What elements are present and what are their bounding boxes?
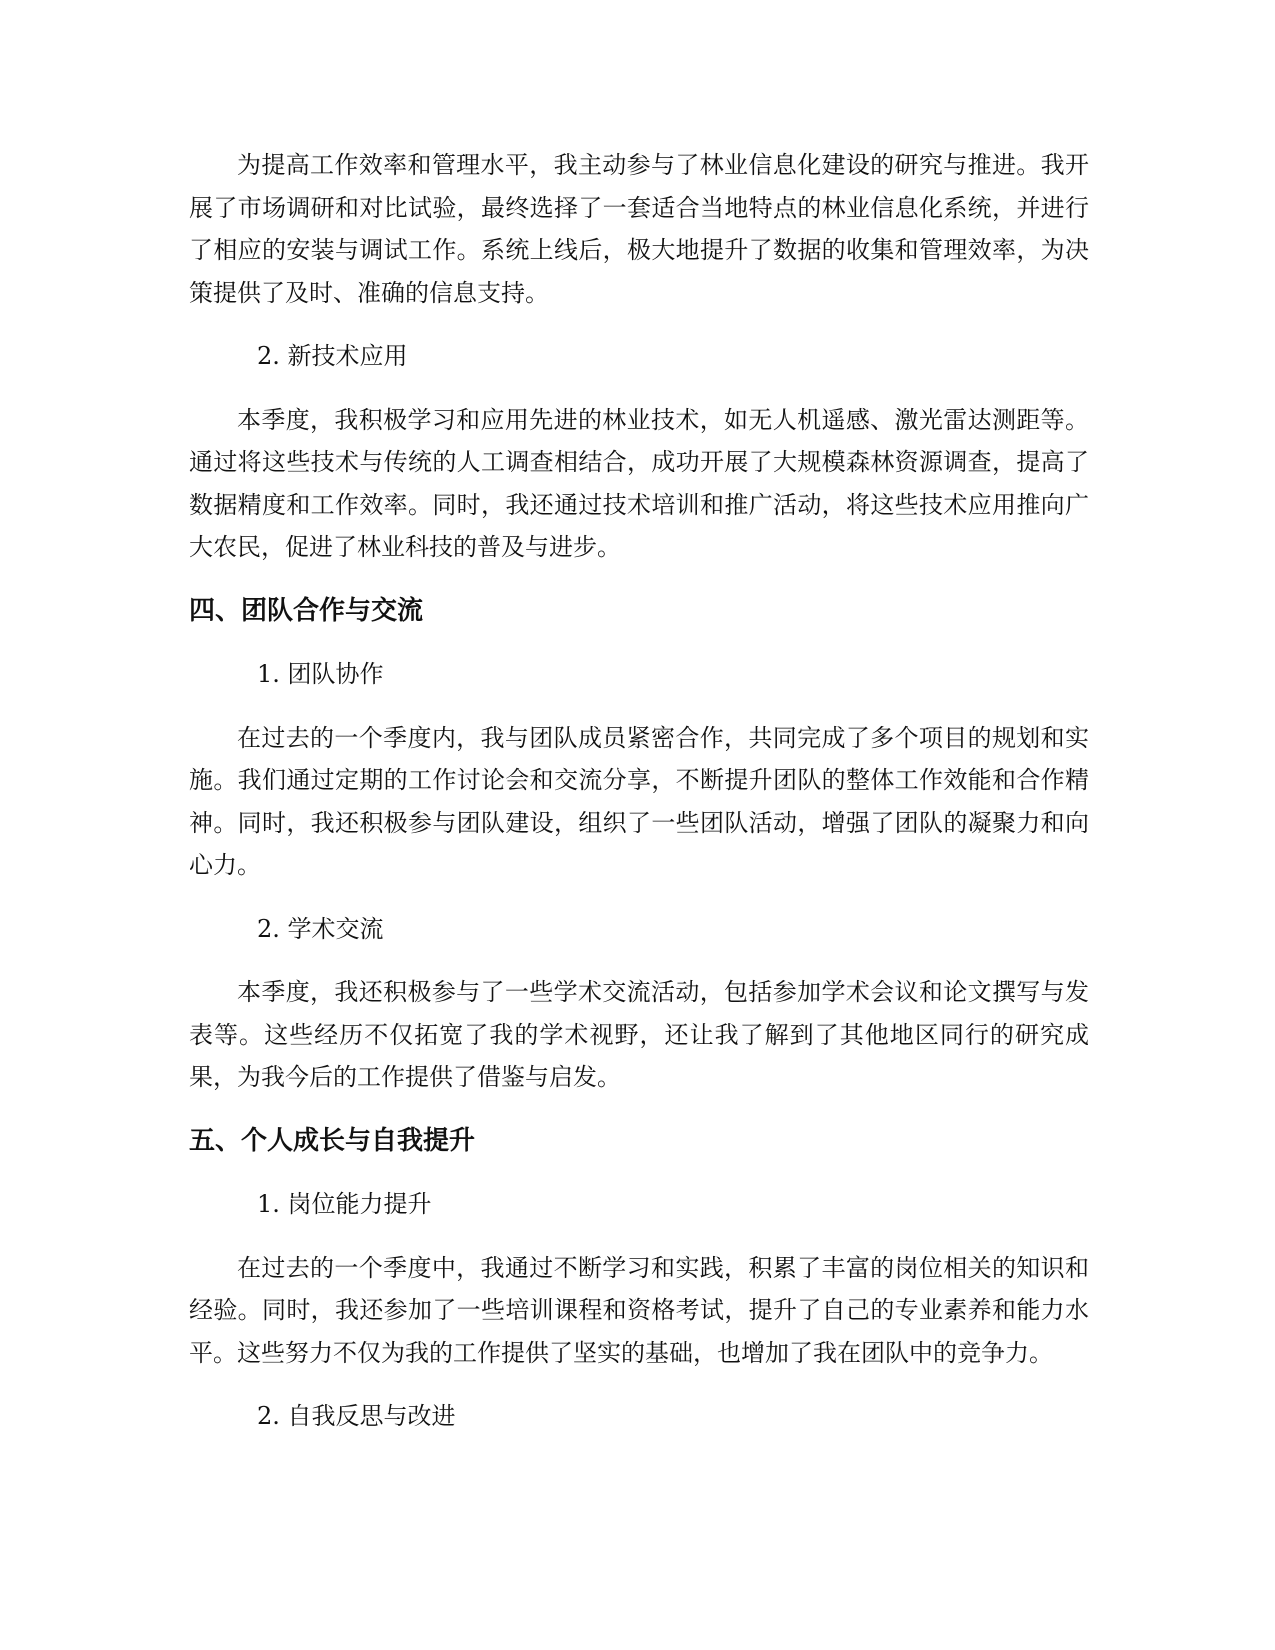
subsection-academic-exchange: 2. 学术交流 [257,914,384,943]
document-body [189,144,1089,1438]
subsection-job-ability: 1. 岗位能力提升 [257,1190,432,1218]
section-heading-teamwork: 四、团队合作与交流 [189,595,424,626]
paragraph-new-technology: 本季度，我积极学习和应用先进的林业技术，如无人机遥感、激光雷达测距等。通过将这些技术与传统的人工调查相结合，成功开展了大规模森林资源调查，提高了数据精度和工作效率。同时，我还通过技术培训和推广活动，将这些技术应用推向广大农民，促进了林业科技的普及与进步。 [189,405,1089,561]
paragraph-job-ability: 在过去的一个季度中，我通过不断学习和实践，积累了丰富的岗位相关的知识和经验。同时，我还参加了一些培训课程和资格考试，提升了自己的专业素养和能力水平。这些努力不仅为我的工作提供了坚实的基础，也增加了我在团队中的竞争力。 [189,1253,1089,1367]
subsection-team-collaboration: 1. 团队协作 [257,660,384,688]
paragraph-team-collaboration: 在过去的一个季度内，我与团队成员紧密合作，共同完成了多个项目的规划和实施。我们通过定期的工作讨论会和交流分享，不断提升团队的整体工作效能和合作精神。同时，我还积极参与团队建设，组织了一些团队活动，增强了团队的凝聚力和向心力。 [189,723,1089,879]
paragraph-academic-exchange: 本季度，我还积极参与了一些学术交流活动，包括参加学术会议和论文撰写与发表等。这些经历不仅拓宽了我的学术视野，还让我了解到了其他地区同行的研究成果，为我今后的工作提供了借鉴与启发。 [189,978,1089,1091]
subsection-new-technology: 2. 新技术应用 [257,342,408,370]
subsection-self-reflection: 2. 自我反思与改进 [257,1402,456,1430]
section-heading-personal-growth: 五、个人成长与自我提升 [189,1125,476,1156]
paragraph-forestry-informatization: 为提高工作效率和管理水平，我主动参与了林业信息化建设的研究与推进。我开展了市场调研和对比试验，最终选择了一套适合当地特点的林业信息化系统，并进行了相应的安装与调试工作。系统上线后，极大地提升了数据的收集和管理效率，为决策提供了及时、准确的信息支持。 [189,151,1089,307]
